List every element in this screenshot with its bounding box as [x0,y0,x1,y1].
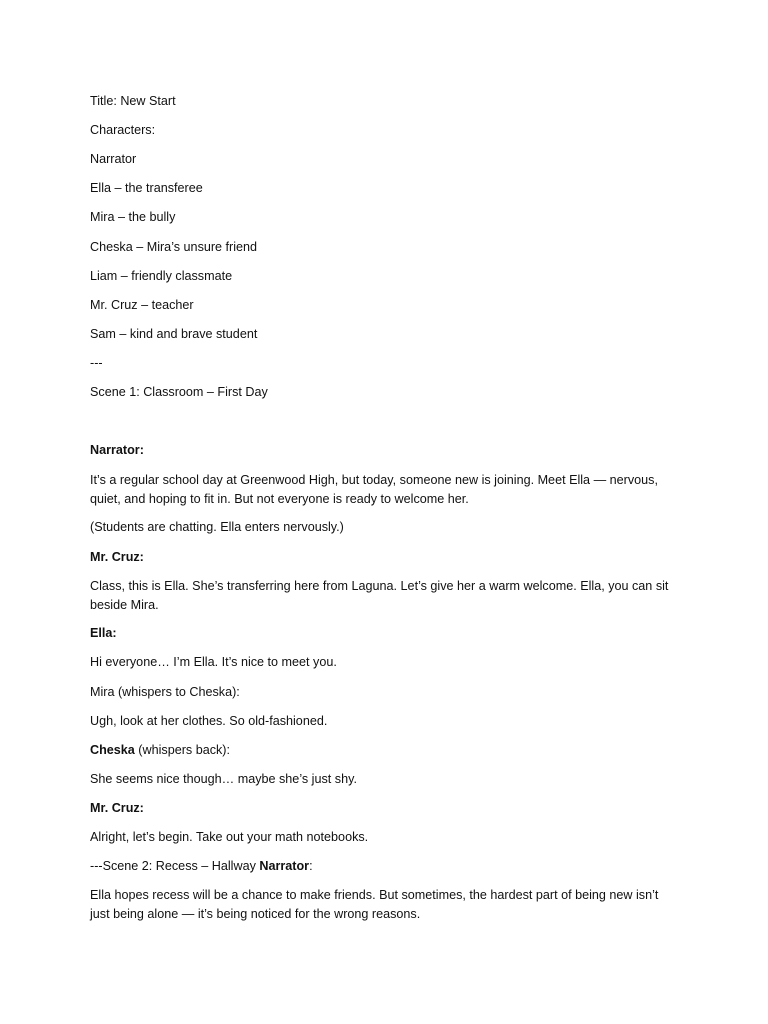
dialogue-cheska: She seems nice though… maybe she’s just shy. [90,772,357,786]
scene-1-heading: Scene 1: Classroom – First Day [90,385,268,399]
character-mira: Mira – the bully [90,210,176,224]
speaker-ella: Ella: [90,626,117,640]
narration-paragraph-2: Ella hopes recess will be a chance to make friends. But sometimes, the hardest part of being new isn’t just being alone — it’s being noticed for the wrong reasons. [90,888,659,921]
separator: --- [90,356,103,370]
cheska-direction: (whispers back): [134,743,230,757]
speaker-mira: Mira (whispers to Cheska): [90,685,240,699]
narration-paragraph: It’s a regular school day at Greenwood High, but today, someone new is joining. Meet Ella — nervous, quiet, and hoping to fit in. But not everyone is ready to welcome her. [90,473,658,506]
speaker-mr-cruz: Mr. Cruz: [90,550,144,564]
character-mr-cruz: Mr. Cruz – teacher [90,298,194,312]
character-cheska: Cheska – Mira’s unsure friend [90,240,258,254]
scene-2-heading [90,857,313,876]
scene-2-title: ---Scene 2: Recess – Hallway [90,859,260,873]
character-liam: Liam – friendly classmate [90,269,233,283]
script-title: Title: New Start [90,94,176,108]
character-narrator: Narrator [90,152,137,166]
stage-direction: (Students are chatting. Ella enters nervously.) [90,520,344,534]
character-sam: Sam – kind and brave student [90,327,258,341]
speaker-narrator-2: Narrator [259,859,310,873]
dialogue-mr-cruz: Class, this is Ella. She’s transferring here from Laguna. Let’s give her a warm welcome. Ella, you can sit beside Mira. [90,579,669,612]
speaker-cheska-line [90,741,230,760]
characters-heading: Characters: [90,123,156,137]
speaker-cheska: Cheska [90,743,135,757]
speaker-mr-cruz-2: Mr. Cruz: [90,801,144,815]
dialogue-mr-cruz-2: Alright, let’s begin. Take out your math notebooks. [90,830,369,844]
scene-2-colon: : [309,859,313,873]
character-ella: Ella – the transferee [90,181,203,195]
dialogue-ella: Hi everyone… I’m Ella. It’s nice to meet you. [90,655,337,669]
dialogue-mira: Ugh, look at her clothes. So old-fashioned. [90,714,328,728]
speaker-narrator: Narrator: [90,443,144,457]
